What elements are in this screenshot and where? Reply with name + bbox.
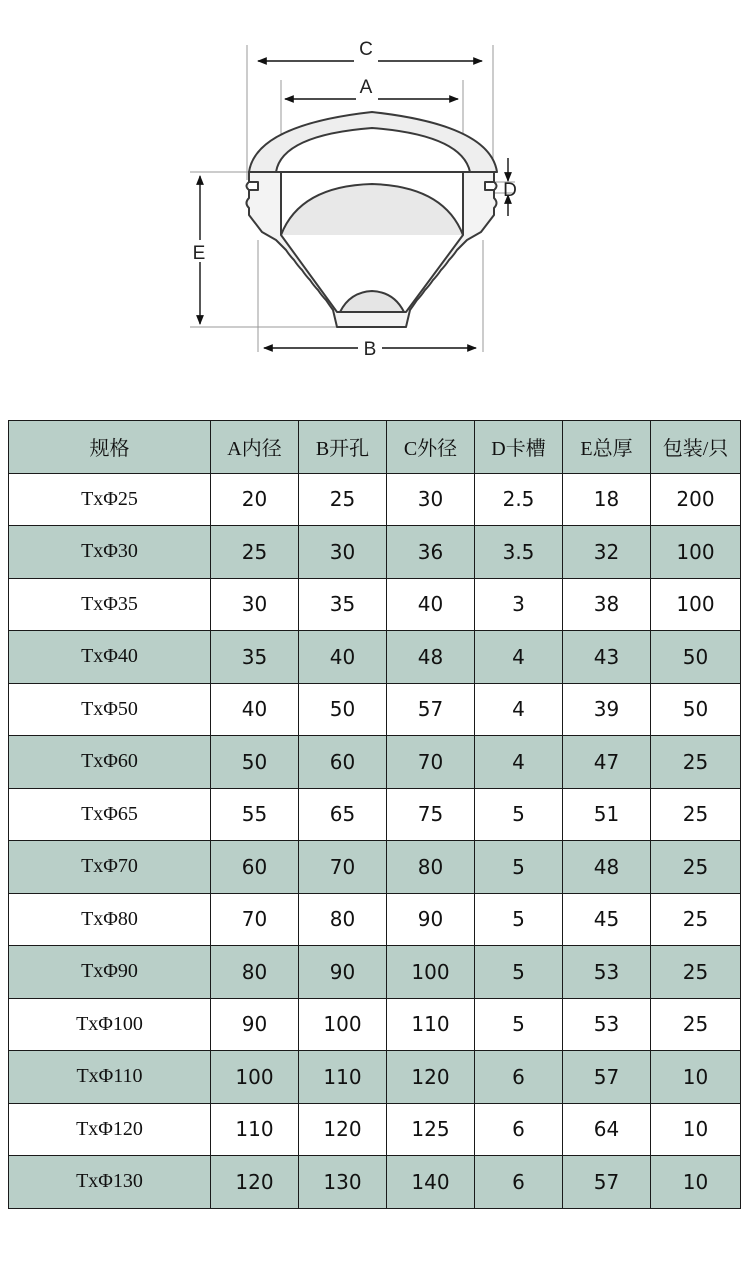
label-d: D <box>503 180 517 201</box>
cell-thickness: 18 <box>563 473 651 526</box>
cell-outer-diameter: 110 <box>387 998 475 1051</box>
cell-packing: 25 <box>651 736 741 789</box>
cell-hole: 25 <box>299 473 387 526</box>
cell-inner-diameter: 20 <box>211 473 299 526</box>
cell-thickness: 39 <box>563 683 651 736</box>
cell-thickness: 51 <box>563 788 651 841</box>
cell-groove: 6 <box>475 1103 563 1156</box>
cell-spec: TxΦ25 <box>9 473 211 526</box>
header-hole: B开孔 <box>299 421 387 474</box>
cell-packing: 50 <box>651 683 741 736</box>
cell-spec: TxΦ35 <box>9 578 211 631</box>
cell-hole: 70 <box>299 841 387 894</box>
cell-packing: 50 <box>651 631 741 684</box>
cell-outer-diameter: 57 <box>387 683 475 736</box>
cell-thickness: 38 <box>563 578 651 631</box>
cell-thickness: 53 <box>563 998 651 1051</box>
header-outer-diameter: C外径 <box>387 421 475 474</box>
cell-groove: 3.5 <box>475 526 563 579</box>
cell-groove: 5 <box>475 893 563 946</box>
cell-spec: TxΦ30 <box>9 526 211 579</box>
cell-inner-diameter: 70 <box>211 893 299 946</box>
cell-inner-diameter: 100 <box>211 1051 299 1104</box>
cell-outer-diameter: 100 <box>387 946 475 999</box>
cell-packing: 25 <box>651 788 741 841</box>
table-row <box>9 1103 741 1156</box>
cell-inner-diameter: 110 <box>211 1103 299 1156</box>
table-row <box>9 631 741 684</box>
cell-hole: 60 <box>299 736 387 789</box>
cell-hole: 80 <box>299 893 387 946</box>
cell-thickness: 57 <box>563 1156 651 1209</box>
cell-inner-diameter: 60 <box>211 841 299 894</box>
header-thickness: E总厚 <box>563 421 651 474</box>
grommet-cross-section <box>0 0 750 380</box>
cell-outer-diameter: 75 <box>387 788 475 841</box>
table-row <box>9 1051 741 1104</box>
cell-outer-diameter: 80 <box>387 841 475 894</box>
cell-spec: TxΦ65 <box>9 788 211 841</box>
cell-spec: TxΦ40 <box>9 631 211 684</box>
header-spec: 规格 <box>9 421 211 474</box>
cell-outer-diameter: 120 <box>387 1051 475 1104</box>
cell-thickness: 32 <box>563 526 651 579</box>
cell-thickness: 53 <box>563 946 651 999</box>
cell-hole: 130 <box>299 1156 387 1209</box>
cell-packing: 25 <box>651 893 741 946</box>
cell-hole: 50 <box>299 683 387 736</box>
cell-groove: 5 <box>475 788 563 841</box>
cell-hole: 100 <box>299 998 387 1051</box>
cell-packing: 10 <box>651 1103 741 1156</box>
cell-outer-diameter: 48 <box>387 631 475 684</box>
label-a: A <box>359 77 373 98</box>
cell-groove: 4 <box>475 736 563 789</box>
cell-thickness: 48 <box>563 841 651 894</box>
spec-table <box>8 420 741 1209</box>
cell-inner-diameter: 120 <box>211 1156 299 1209</box>
cell-inner-diameter: 90 <box>211 998 299 1051</box>
cell-packing: 10 <box>651 1156 741 1209</box>
cell-packing: 25 <box>651 841 741 894</box>
cell-groove: 6 <box>475 1156 563 1209</box>
cell-spec: TxΦ130 <box>9 1156 211 1209</box>
cell-spec: TxΦ90 <box>9 946 211 999</box>
label-e: E <box>192 243 206 264</box>
cell-spec: TxΦ120 <box>9 1103 211 1156</box>
cell-hole: 65 <box>299 788 387 841</box>
cell-outer-diameter: 70 <box>387 736 475 789</box>
header-groove: D卡槽 <box>475 421 563 474</box>
cell-hole: 35 <box>299 578 387 631</box>
label-c: C <box>359 39 373 60</box>
cell-groove: 5 <box>475 841 563 894</box>
cell-hole: 40 <box>299 631 387 684</box>
table-row <box>9 1156 741 1209</box>
cell-groove: 5 <box>475 946 563 999</box>
cell-packing: 25 <box>651 946 741 999</box>
cell-groove: 2.5 <box>475 473 563 526</box>
cell-packing: 100 <box>651 526 741 579</box>
cell-hole: 90 <box>299 946 387 999</box>
grommet-body <box>247 112 498 327</box>
table-row <box>9 841 741 894</box>
cell-groove: 5 <box>475 998 563 1051</box>
cell-groove: 4 <box>475 683 563 736</box>
header-packing: 包装/只 <box>651 421 741 474</box>
cell-hole: 30 <box>299 526 387 579</box>
table-row <box>9 788 741 841</box>
cell-spec: TxΦ80 <box>9 893 211 946</box>
table-row <box>9 893 741 946</box>
cell-inner-diameter: 40 <box>211 683 299 736</box>
cell-outer-diameter: 30 <box>387 473 475 526</box>
cell-spec: TxΦ100 <box>9 998 211 1051</box>
table-row <box>9 946 741 999</box>
cell-spec: TxΦ110 <box>9 1051 211 1104</box>
cell-thickness: 57 <box>563 1051 651 1104</box>
table-row <box>9 736 741 789</box>
table-row <box>9 473 741 526</box>
cell-spec: TxΦ70 <box>9 841 211 894</box>
cell-inner-diameter: 25 <box>211 526 299 579</box>
cell-outer-diameter: 125 <box>387 1103 475 1156</box>
cell-outer-diameter: 40 <box>387 578 475 631</box>
table-row <box>9 526 741 579</box>
cell-groove: 3 <box>475 578 563 631</box>
cell-packing: 25 <box>651 998 741 1051</box>
cell-spec: TxΦ60 <box>9 736 211 789</box>
cell-thickness: 47 <box>563 736 651 789</box>
cell-outer-diameter: 90 <box>387 893 475 946</box>
cell-groove: 4 <box>475 631 563 684</box>
cell-packing: 10 <box>651 1051 741 1104</box>
table-row <box>9 683 741 736</box>
cell-inner-diameter: 35 <box>211 631 299 684</box>
cell-thickness: 64 <box>563 1103 651 1156</box>
label-b: B <box>363 339 377 360</box>
cell-thickness: 43 <box>563 631 651 684</box>
cell-inner-diameter: 55 <box>211 788 299 841</box>
cell-hole: 120 <box>299 1103 387 1156</box>
cell-thickness: 45 <box>563 893 651 946</box>
table-header-row <box>9 421 741 474</box>
grommet-diagram <box>0 0 750 380</box>
table-row <box>9 998 741 1051</box>
cell-groove: 6 <box>475 1051 563 1104</box>
cell-outer-diameter: 140 <box>387 1156 475 1209</box>
cell-hole: 110 <box>299 1051 387 1104</box>
cell-outer-diameter: 36 <box>387 526 475 579</box>
header-inner-diameter: A内径 <box>211 421 299 474</box>
cell-inner-diameter: 80 <box>211 946 299 999</box>
cell-packing: 200 <box>651 473 741 526</box>
cell-inner-diameter: 30 <box>211 578 299 631</box>
cell-spec: TxΦ50 <box>9 683 211 736</box>
table-row <box>9 578 741 631</box>
cell-packing: 100 <box>651 578 741 631</box>
cell-inner-diameter: 50 <box>211 736 299 789</box>
